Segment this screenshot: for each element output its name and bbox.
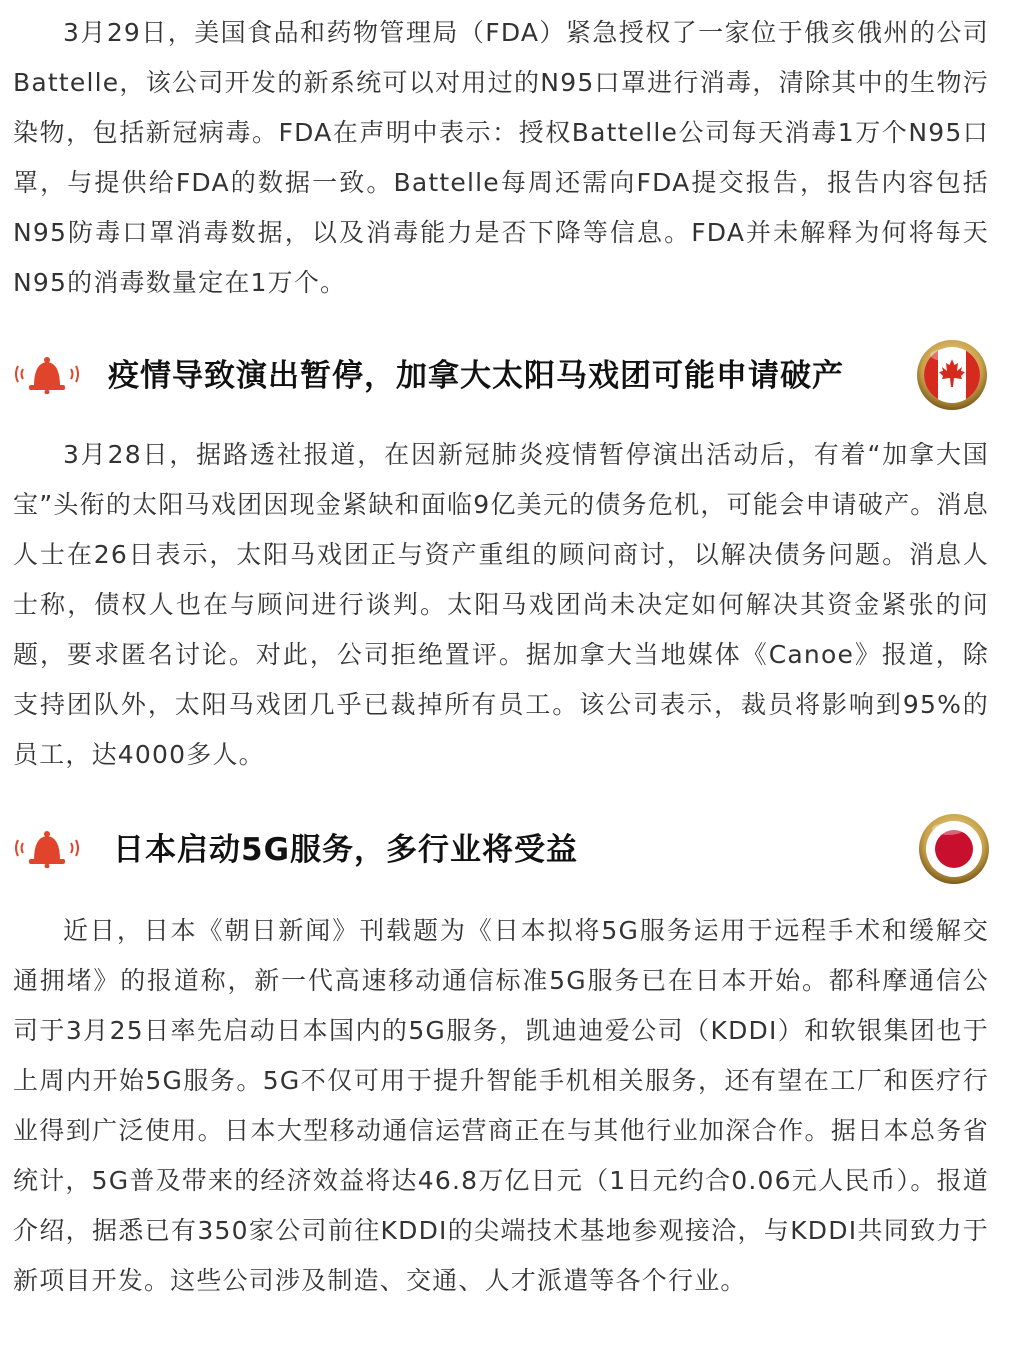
alarm-bell-icon: [12, 828, 82, 868]
japan-flag-icon: [918, 813, 990, 885]
section-title: 疫情导致演出暂停，加拿大太阳马戏团可能申请破产: [108, 358, 844, 394]
canada-flag-icon: [916, 339, 988, 411]
article-paragraph: 近日，日本《朝日新闻》刊载题为《日本拟将5G服务运用于远程手术和缓解交通拥堵》的报道称，新一代高速移动通信标准5G服务已在日本开始。都科摩通信公司于3月25日率先启动日本国内的5G服务，凯迪迪爱公司（KDDI）和软银集团也于上周内开始5G服务。5G不仅可用于提升智能手机相关服务，还有望在工厂和医疗行业得到广泛使用。日本大型移动通信运营商正在与其他行业加深合作。据日本总务省统计，5G普及带来的经济效益将达46.8万亿日元（1日元约合0.06元人民币）。报道介绍，据悉已有350家公司前往KDDI的尖端技术基地参观接洽，与KDDI共同致力于新项目开发。这些公司涉及制造、交通、人才派遣等各个行业。: [13, 916, 989, 1295]
section-heading: [0, 816, 1016, 886]
article-paragraph: 3月29日，美国食品和药物管理局（FDA）紧急授权了一家位于俄亥俄州的公司Battelle，该公司开发的新系统可以对用过的N95口罩进行消毒，清除其中的生物污染物，包括新冠病毒。FDA在声明中表示：授权Battelle公司每天消毒1万个N95口罩，与提供给FDA的数据一致。Battelle每周还需向FDA提交报告，报告内容包括N95防毒口罩消毒数据，以及消毒能力是否下降等信息。FDA并未解释为何将每天N95的消毒数量定在1万个。: [13, 18, 989, 297]
alarm-bell-icon: [12, 354, 82, 394]
section-title: 日本启动5G服务，多行业将受益: [113, 832, 579, 868]
section-heading: [0, 342, 1016, 412]
article-paragraph: 3月28日，据路透社报道，在因新冠肺炎疫情暂停演出活动后，有着“加拿大国宝”头衔的太阳马戏团因现金紧缺和面临9亿美元的债务危机，可能会申请破产。消息人士在26日表示，太阳马戏团正与资产重组的顾问商讨，以解决债务问题。消息人士称，债权人也在与顾问进行谈判。太阳马戏团尚未决定如何解决其资金紧张的问题，要求匿名讨论。对此，公司拒绝置评。据加拿大当地媒体《Canoe》报道，除支持团队外，太阳马戏团几乎已裁掉所有员工。该公司表示，裁员将影响到95%的员工，达4000多人。: [13, 440, 989, 769]
